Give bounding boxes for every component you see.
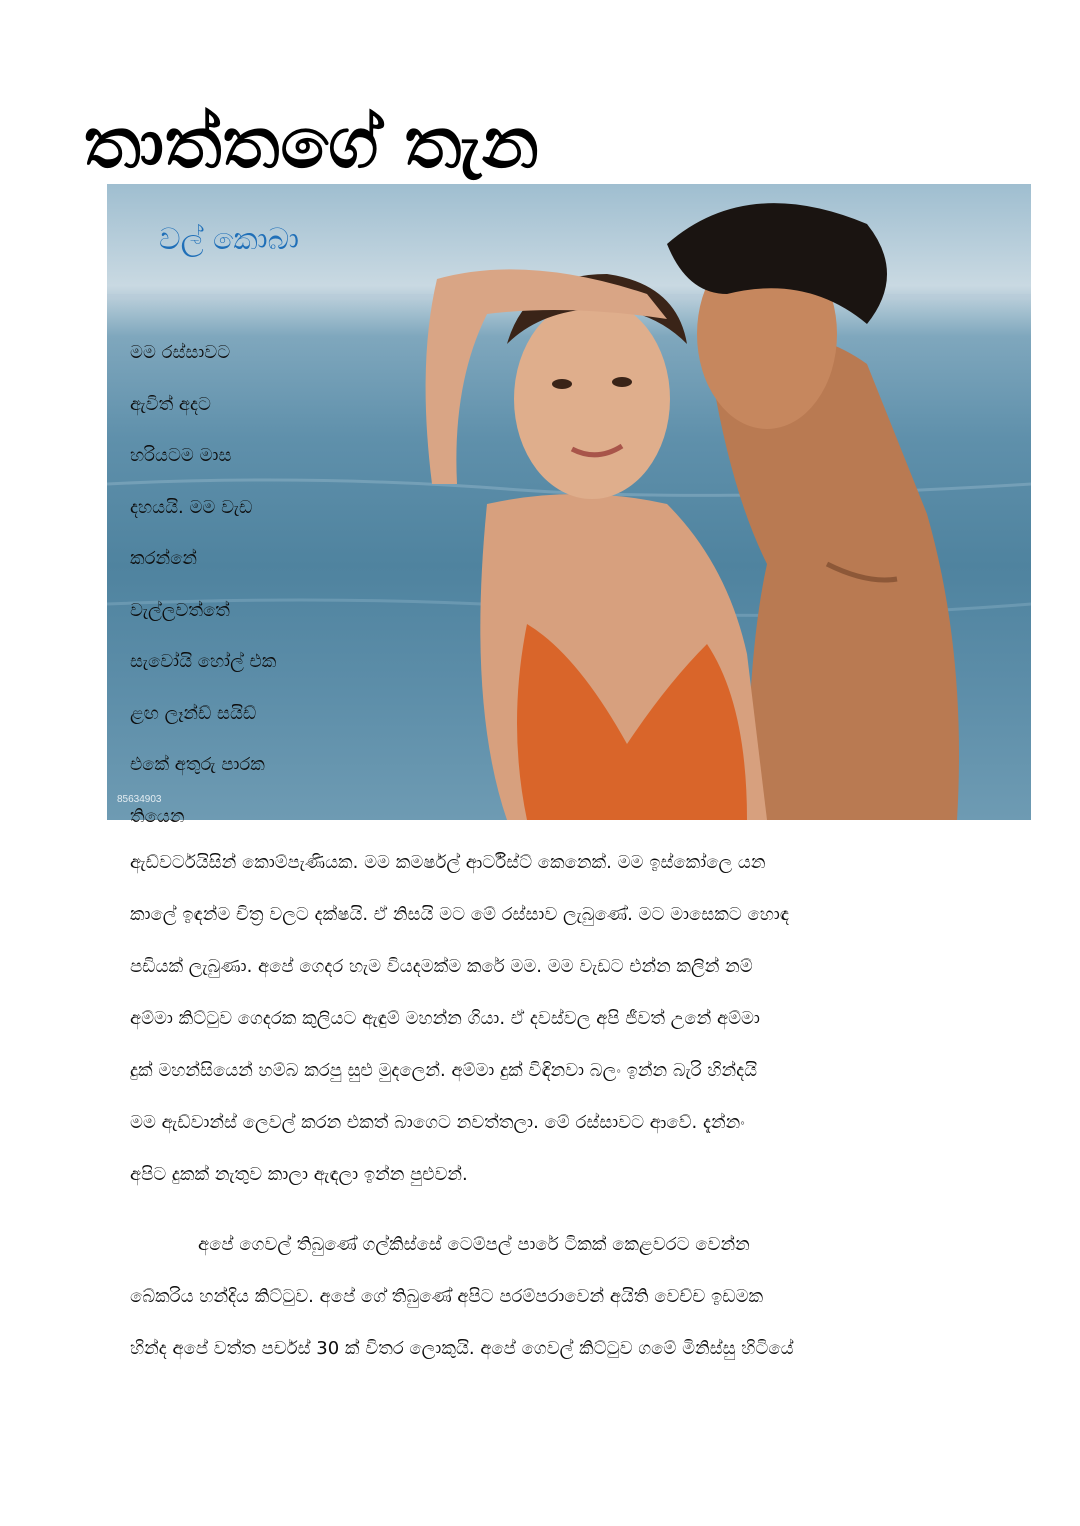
text-line: අපේ ගෙවල් තිබුණේ ගල්කිස්සේ ටෙම්පල් පාරේ ටිකක් කෙළවරට වෙන්න — [198, 1234, 750, 1255]
side-line: කරන්නේ — [130, 548, 197, 569]
text-line: ඇඩ්වර්ටයිසින් කොම්පැණියක. මම කමර්ෂල් ආර්ටිස්ට් කෙනෙක්. මම ඉස්කෝලෙ යන — [130, 852, 766, 873]
side-line: එකේ අතුරු පාරක — [130, 754, 265, 775]
text-line: බේකරිය හන්දිය කිට්ටුව. අපේ ගේ තිබුණේ අපිට පරම්පරාවෙන් අයිති වෙච්ච ඉඩමක — [130, 1286, 764, 1307]
side-line: හරියටම මාස — [130, 445, 232, 466]
subtitle: වල් කොබා — [159, 222, 299, 257]
side-line: ළඟ ලෑන්ඩ් සයිඩ් — [130, 702, 257, 724]
side-line: දහයයි. මම වැඩ — [130, 496, 253, 518]
photo-stamp: 85634903 — [117, 794, 162, 805]
side-text-column — [130, 330, 276, 845]
side-line: සැවෝයි හෝල් එක — [130, 651, 277, 672]
page-title: තාත්තගේ තැන — [84, 101, 540, 184]
side-line: තියෙන — [130, 805, 185, 827]
text-line: කාලේ ඉඳන්ම චිත්‍ර වලට දක්ෂයි. ඒ නිසයි මට මේ රස්සාව ලැබුණේ. මට මාසෙකට හොඳ — [130, 904, 790, 925]
paragraph-2 — [130, 1222, 960, 1378]
text-line: දුක් මහන්සියෙන් හම්බ කරපු සුළු මුදලෙන්. අම්මා දුක් විඳිනවා බලං ඉන්න බැරි හින්දයි — [130, 1060, 758, 1081]
side-line: මම රස්සාවට — [130, 342, 231, 363]
text-line: අම්මා කිට්ටුව ගෙදරක කුලියට ඇඳුම් මහන්න ගියා. ඒ දවස්වල අපි ජීවත් උනේ අම්මා — [130, 1008, 760, 1029]
paragraph-1 — [130, 840, 960, 1204]
text-line: අපිට දුකක් නැතුව කාලා ඇඳලා ඉන්න පුළුවන්. — [130, 1164, 468, 1185]
side-line: වැල්ලවත්තේ — [130, 599, 230, 621]
text-line: හින්ද අපේ වත්ත පර්චස් 30 ක් විතර ලොකුයි. අපේ ගෙවල් කිට්ටුව ගමේ මිනිස්සු හිටියේ — [130, 1338, 794, 1359]
side-line: ඇවිත් අදට — [130, 393, 211, 415]
text-line: පඩියක් ලැබුණා. අපේ ගෙදර හැම වියදමක්ම කරේ මම. මම වැඩට එන්න කලින් නම් — [130, 956, 753, 977]
text-line: මම ඇඩ්වාන්ස් ලෙවල් කරන එකත් බාගෙට නවත්තලා. මේ රස්සාවට ආවේ. දැන්නං — [130, 1112, 745, 1133]
